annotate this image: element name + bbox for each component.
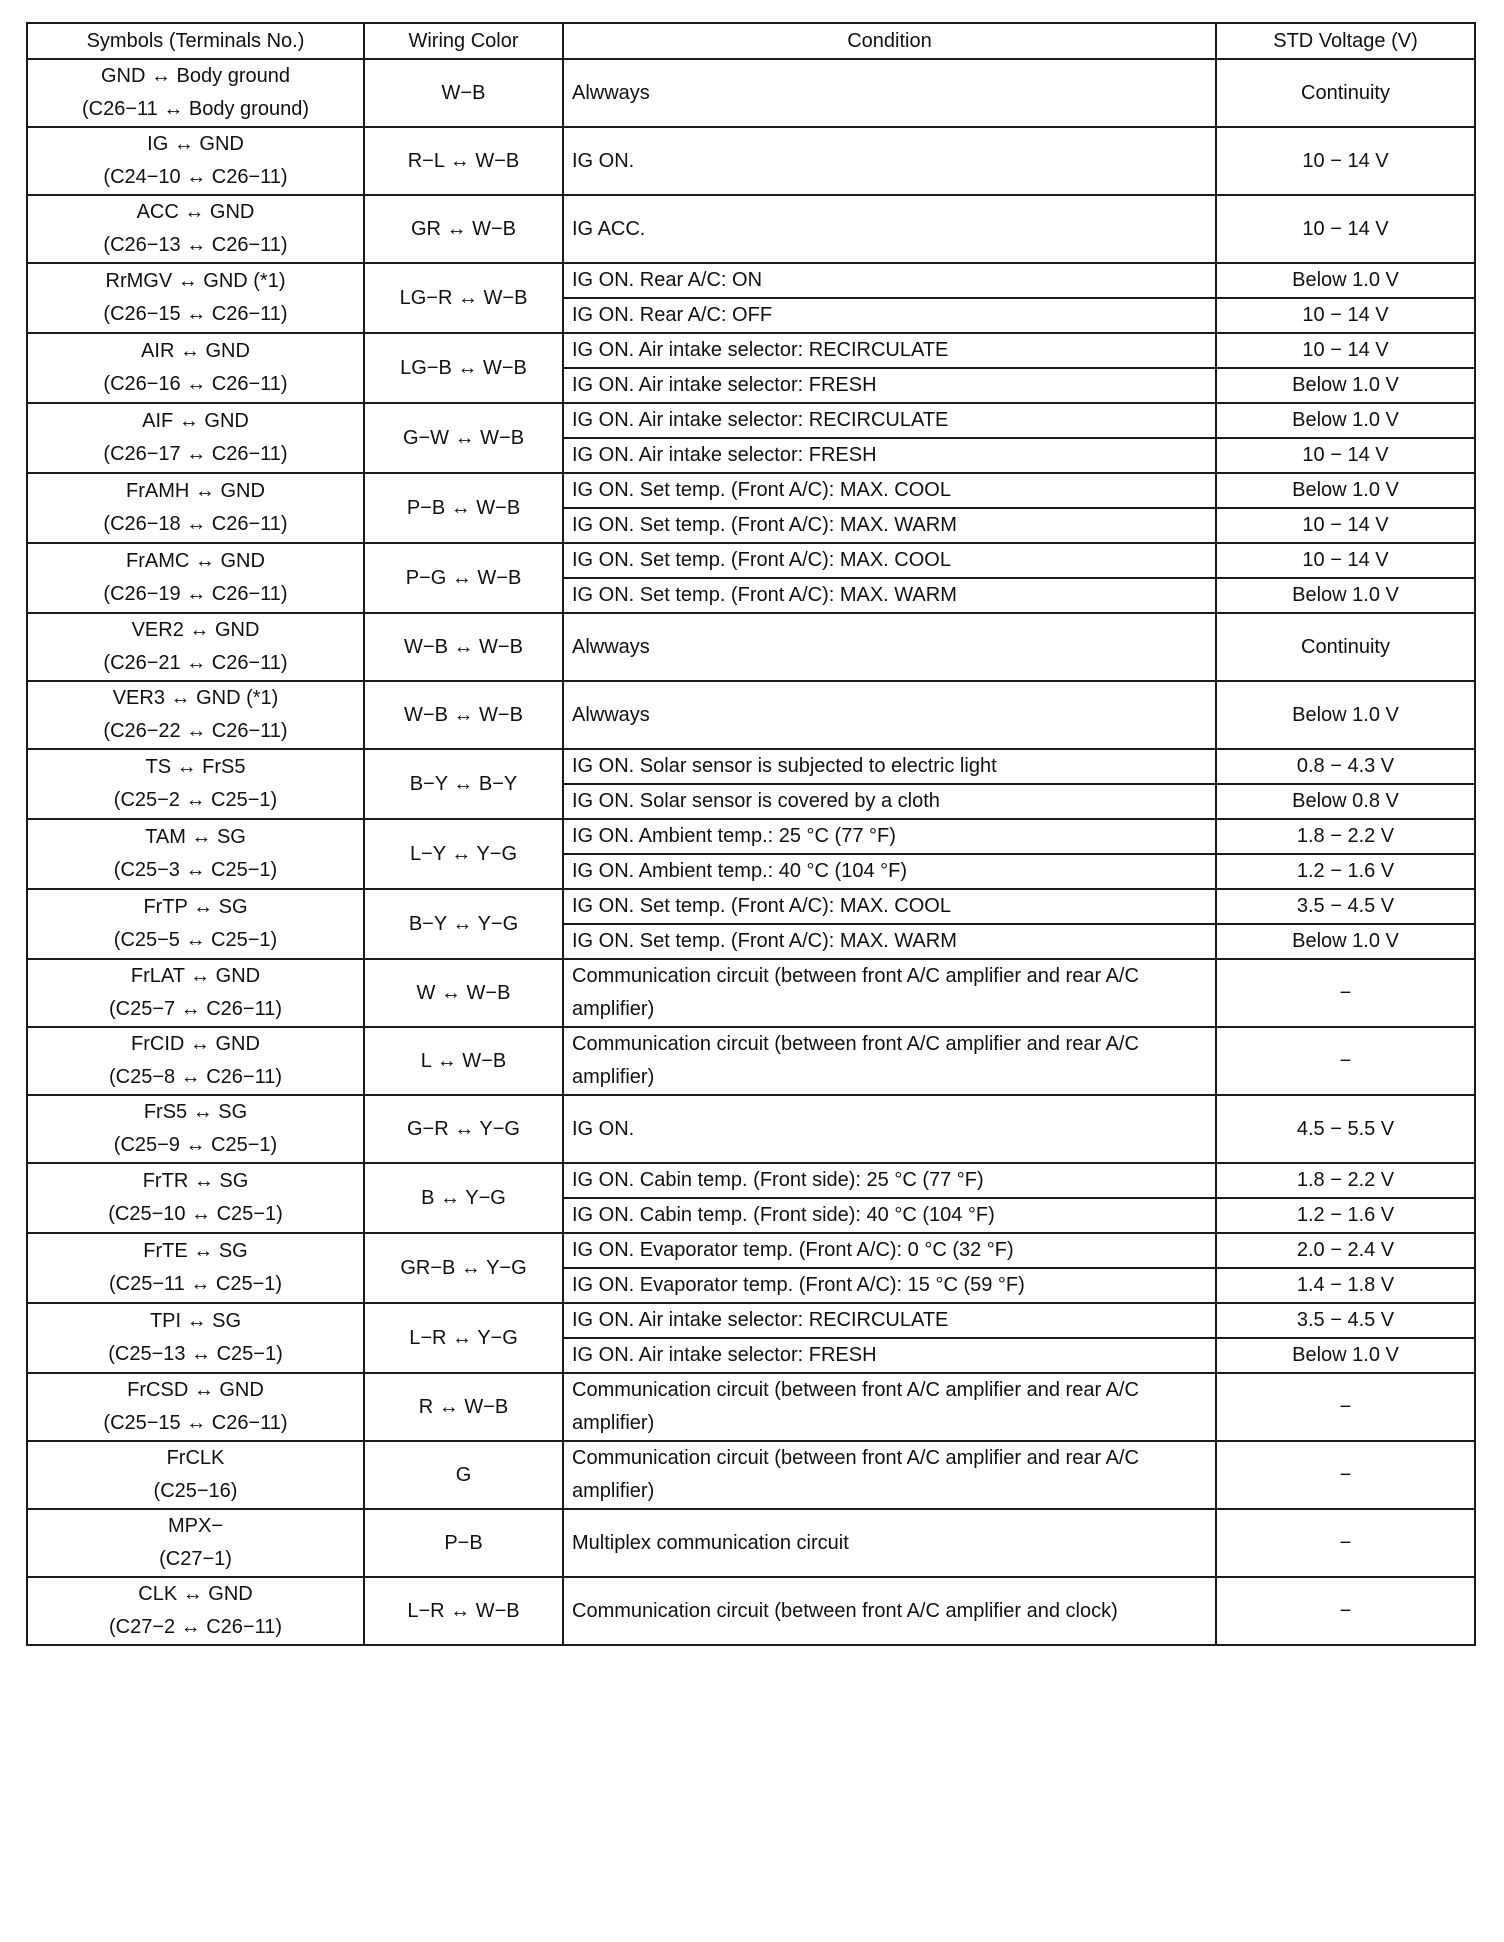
symbol-cell	[27, 127, 364, 195]
wiring-color-cell: GR−B ↔ Y−G	[364, 1233, 563, 1303]
condition-cell: IG ON. Set temp. (Front A/C): MAX. WARM	[563, 578, 1216, 613]
wiring-color-cell: GR ↔ W−B	[364, 195, 563, 263]
table-row	[27, 473, 1475, 508]
wiring-color-cell: G−W ↔ W−B	[364, 403, 563, 473]
terminal-numbers: (C25−5 ↔ C25−1)	[113, 929, 278, 951]
terminal-numbers: (C26−13 ↔ C26−11)	[103, 234, 288, 256]
symbol-cell	[27, 403, 364, 473]
table-row	[27, 1577, 1475, 1645]
terminal-numbers: (C27−2 ↔ C26−11)	[108, 1616, 283, 1638]
terminal-numbers: (C26−17 ↔ C26−11)	[103, 443, 288, 465]
condition-cell: Communication circuit (between front A/C amplifier and rear A/C amplifier)	[563, 959, 1216, 1027]
symbol-name: FrTP ↔ SG	[143, 896, 248, 918]
symbol-name: FrCSD ↔ GND	[127, 1379, 264, 1401]
condition-cell: IG ON. Set temp. (Front A/C): MAX. COOL	[563, 543, 1216, 578]
std-voltage-cell: Below 1.0 V	[1216, 368, 1475, 403]
table-row	[27, 195, 1475, 263]
table-row	[27, 1163, 1475, 1198]
wiring-color-cell: L−Y ↔ Y−G	[364, 819, 563, 889]
terminal-numbers: (C25−10 ↔ C25−1)	[108, 1203, 283, 1225]
terminal-numbers: (C25−9 ↔ C25−1)	[113, 1134, 278, 1156]
table-row	[27, 263, 1475, 298]
terminal-numbers: (C25−7 ↔ C26−11)	[108, 998, 283, 1020]
symbol-cell	[27, 1509, 364, 1577]
symbol-name: FrAMC ↔ GND	[126, 550, 265, 572]
wiring-color-cell: LG−R ↔ W−B	[364, 263, 563, 333]
std-voltage-cell: Below 1.0 V	[1216, 681, 1475, 749]
symbol-name: FrLAT ↔ GND	[130, 965, 261, 987]
std-voltage-cell: Below 1.0 V	[1216, 578, 1475, 613]
std-voltage-cell: 10 − 14 V	[1216, 195, 1475, 263]
symbol-name: FrTR ↔ SG	[142, 1170, 249, 1192]
std-voltage-cell: 1.8 − 2.2 V	[1216, 1163, 1475, 1198]
wiring-color-cell: L ↔ W−B	[364, 1027, 563, 1095]
wiring-color-cell: B−Y ↔ B−Y	[364, 749, 563, 819]
condition-cell: Alwways	[563, 613, 1216, 681]
symbol-name: TS ↔ FrS5	[145, 756, 246, 778]
std-voltage-cell: Below 0.8 V	[1216, 784, 1475, 819]
std-voltage-cell: 2.0 − 2.4 V	[1216, 1233, 1475, 1268]
header-wiring-color: Wiring Color	[364, 23, 563, 59]
wiring-color-cell: R ↔ W−B	[364, 1373, 563, 1441]
table-body	[27, 59, 1475, 1645]
condition-cell: IG ON. Evaporator temp. (Front A/C): 0 °C (32 °F)	[563, 1233, 1216, 1268]
condition-cell: IG ON.	[563, 127, 1216, 195]
condition-cell: Multiplex communication circuit	[563, 1509, 1216, 1577]
symbol-name: FrCID ↔ GND	[131, 1033, 260, 1055]
std-voltage-cell: 3.5 − 4.5 V	[1216, 1303, 1475, 1338]
condition-cell: IG ON. Air intake selector: RECIRCULATE	[563, 403, 1216, 438]
wiring-color-cell: L−R ↔ W−B	[364, 1577, 563, 1645]
symbol-name: AIF ↔ GND	[142, 410, 249, 432]
wiring-color-cell: LG−B ↔ W−B	[364, 333, 563, 403]
std-voltage-cell: 10 − 14 V	[1216, 298, 1475, 333]
symbol-cell	[27, 749, 364, 819]
condition-cell: IG ON. Cabin temp. (Front side): 40 °C (104 °F)	[563, 1198, 1216, 1233]
table-header-row	[27, 23, 1475, 59]
condition-cell: Alwways	[563, 59, 1216, 127]
symbol-name: TAM ↔ SG	[145, 826, 246, 848]
terminal-voltage-table-container	[26, 22, 1474, 1646]
wiring-color-cell: G	[364, 1441, 563, 1509]
table-row	[27, 1373, 1475, 1441]
symbol-cell	[27, 1441, 364, 1509]
std-voltage-cell: Below 1.0 V	[1216, 924, 1475, 959]
std-voltage-cell: 10 − 14 V	[1216, 333, 1475, 368]
symbol-cell	[27, 1027, 364, 1095]
condition-cell: IG ON. Air intake selector: FRESH	[563, 1338, 1216, 1373]
terminal-numbers: (C27−1)	[159, 1548, 232, 1570]
symbol-cell	[27, 613, 364, 681]
std-voltage-cell: 10 − 14 V	[1216, 508, 1475, 543]
terminal-numbers: (C26−16 ↔ C26−11)	[103, 373, 288, 395]
terminal-numbers: (C25−13 ↔ C25−1)	[108, 1343, 283, 1365]
condition-cell: IG ON. Set temp. (Front A/C): MAX. COOL	[563, 889, 1216, 924]
table-row	[27, 1027, 1475, 1095]
table-row	[27, 59, 1475, 127]
symbol-name: TPI ↔ SG	[149, 1310, 242, 1332]
std-voltage-cell: 1.2 − 1.6 V	[1216, 854, 1475, 889]
symbol-cell	[27, 59, 364, 127]
std-voltage-cell: 10 − 14 V	[1216, 543, 1475, 578]
table-row	[27, 1441, 1475, 1509]
symbol-name: VER2 ↔ GND	[131, 619, 260, 641]
condition-cell: IG ON. Ambient temp.: 25 °C (77 °F)	[563, 819, 1216, 854]
terminal-numbers: (C26−11 ↔ Body ground)	[82, 98, 309, 120]
wiring-color-cell: R−L ↔ W−B	[364, 127, 563, 195]
wiring-color-cell: W−B	[364, 59, 563, 127]
symbol-cell	[27, 333, 364, 403]
terminal-numbers: (C26−15 ↔ C26−11)	[103, 303, 288, 325]
std-voltage-cell: Below 1.0 V	[1216, 403, 1475, 438]
std-voltage-cell: 1.2 − 1.6 V	[1216, 1198, 1475, 1233]
std-voltage-cell: 1.4 − 1.8 V	[1216, 1268, 1475, 1303]
wiring-color-cell: W−B ↔ W−B	[364, 613, 563, 681]
std-voltage-cell: Continuity	[1216, 59, 1475, 127]
terminal-numbers: (C26−22 ↔ C26−11)	[103, 720, 288, 742]
condition-cell: IG ON. Set temp. (Front A/C): MAX. WARM	[563, 924, 1216, 959]
table-row	[27, 1303, 1475, 1338]
terminal-numbers: (C25−2 ↔ C25−1)	[113, 789, 278, 811]
wiring-color-cell: L−R ↔ Y−G	[364, 1303, 563, 1373]
std-voltage-cell: 4.5 − 5.5 V	[1216, 1095, 1475, 1163]
std-voltage-cell: −	[1216, 1027, 1475, 1095]
table-row	[27, 889, 1475, 924]
symbol-cell	[27, 1095, 364, 1163]
table-row	[27, 333, 1475, 368]
header-condition: Condition	[563, 23, 1216, 59]
condition-cell: IG ON.	[563, 1095, 1216, 1163]
symbol-cell	[27, 1163, 364, 1233]
symbol-name: FrCLK	[166, 1447, 225, 1469]
terminal-numbers: (C25−3 ↔ C25−1)	[113, 859, 278, 881]
symbol-cell	[27, 1233, 364, 1303]
condition-cell: IG ON. Evaporator temp. (Front A/C): 15 °C (59 °F)	[563, 1268, 1216, 1303]
table-row	[27, 1233, 1475, 1268]
std-voltage-cell: −	[1216, 1441, 1475, 1509]
wiring-color-cell: B ↔ Y−G	[364, 1163, 563, 1233]
condition-cell: IG ON. Air intake selector: FRESH	[563, 438, 1216, 473]
table-row	[27, 749, 1475, 784]
symbol-name: RrMGV ↔ GND (*1)	[105, 270, 286, 292]
condition-cell: Alwways	[563, 681, 1216, 749]
std-voltage-cell: 10 − 14 V	[1216, 127, 1475, 195]
symbol-name: ACC ↔ GND	[136, 201, 255, 223]
std-voltage-cell: 1.8 − 2.2 V	[1216, 819, 1475, 854]
symbol-cell	[27, 1577, 364, 1645]
table-row	[27, 959, 1475, 1027]
symbol-name: AIR ↔ GND	[141, 340, 250, 362]
condition-cell: IG ON. Set temp. (Front A/C): MAX. COOL	[563, 473, 1216, 508]
std-voltage-cell: 0.8 − 4.3 V	[1216, 749, 1475, 784]
std-voltage-cell: Continuity	[1216, 613, 1475, 681]
table-row	[27, 681, 1475, 749]
wiring-color-cell: P−B ↔ W−B	[364, 473, 563, 543]
std-voltage-cell: 3.5 − 4.5 V	[1216, 889, 1475, 924]
wiring-color-cell: P−B	[364, 1509, 563, 1577]
terminal-numbers: (C25−16)	[153, 1480, 238, 1502]
symbol-cell	[27, 681, 364, 749]
terminal-numbers: (C25−11 ↔ C25−1)	[108, 1273, 283, 1295]
condition-cell: IG ACC.	[563, 195, 1216, 263]
condition-cell: IG ON. Ambient temp.: 40 °C (104 °F)	[563, 854, 1216, 889]
symbol-cell	[27, 195, 364, 263]
terminal-numbers: (C26−21 ↔ C26−11)	[103, 652, 288, 674]
std-voltage-cell: 10 − 14 V	[1216, 438, 1475, 473]
symbol-name: MPX−	[167, 1515, 224, 1537]
symbol-cell	[27, 543, 364, 613]
condition-cell: Communication circuit (between front A/C amplifier and rear A/C amplifier)	[563, 1027, 1216, 1095]
condition-cell: Communication circuit (between front A/C amplifier and rear A/C amplifier)	[563, 1441, 1216, 1509]
header-symbols: Symbols (Terminals No.)	[27, 23, 364, 59]
terminal-numbers: (C25−15 ↔ C26−11)	[103, 1412, 288, 1434]
std-voltage-cell: −	[1216, 959, 1475, 1027]
symbol-cell	[27, 889, 364, 959]
table-row	[27, 819, 1475, 854]
condition-cell: Communication circuit (between front A/C amplifier and clock)	[563, 1577, 1216, 1645]
std-voltage-cell: Below 1.0 V	[1216, 473, 1475, 508]
std-voltage-cell: −	[1216, 1509, 1475, 1577]
condition-cell: IG ON. Set temp. (Front A/C): MAX. WARM	[563, 508, 1216, 543]
std-voltage-cell: Below 1.0 V	[1216, 1338, 1475, 1373]
terminal-numbers: (C24−10 ↔ C26−11)	[103, 166, 288, 188]
condition-cell: IG ON. Solar sensor is subjected to electric light	[563, 749, 1216, 784]
table-row	[27, 613, 1475, 681]
table-row	[27, 127, 1475, 195]
condition-cell: IG ON. Solar sensor is covered by a cloth	[563, 784, 1216, 819]
table-row	[27, 1095, 1475, 1163]
condition-cell: IG ON. Rear A/C: ON	[563, 263, 1216, 298]
condition-cell: IG ON. Cabin temp. (Front side): 25 °C (77 °F)	[563, 1163, 1216, 1198]
wiring-color-cell: P−G ↔ W−B	[364, 543, 563, 613]
std-voltage-cell: Below 1.0 V	[1216, 263, 1475, 298]
terminal-numbers: (C25−8 ↔ C26−11)	[108, 1066, 283, 1088]
symbol-cell	[27, 1303, 364, 1373]
symbol-cell	[27, 263, 364, 333]
terminal-voltage-table	[26, 22, 1476, 1646]
condition-cell: IG ON. Air intake selector: RECIRCULATE	[563, 333, 1216, 368]
terminal-numbers: (C26−19 ↔ C26−11)	[103, 583, 288, 605]
table-row	[27, 543, 1475, 578]
condition-cell: Communication circuit (between front A/C amplifier and rear A/C amplifier)	[563, 1373, 1216, 1441]
symbol-name: FrS5 ↔ SG	[143, 1101, 248, 1123]
symbol-cell	[27, 819, 364, 889]
wiring-color-cell: W−B ↔ W−B	[364, 681, 563, 749]
symbol-cell	[27, 473, 364, 543]
std-voltage-cell: −	[1216, 1577, 1475, 1645]
table-row	[27, 1509, 1475, 1577]
symbol-cell	[27, 1373, 364, 1441]
std-voltage-cell: −	[1216, 1373, 1475, 1441]
condition-cell: IG ON. Air intake selector: FRESH	[563, 368, 1216, 403]
table-row	[27, 403, 1475, 438]
wiring-color-cell: G−R ↔ Y−G	[364, 1095, 563, 1163]
symbol-cell	[27, 959, 364, 1027]
terminal-numbers: (C26−18 ↔ C26−11)	[103, 513, 288, 535]
symbol-name: VER3 ↔ GND (*1)	[112, 687, 279, 709]
wiring-color-cell: B−Y ↔ Y−G	[364, 889, 563, 959]
symbol-name: CLK ↔ GND	[138, 1583, 253, 1605]
symbol-name: FrTE ↔ SG	[143, 1240, 248, 1262]
symbol-name: IG ↔ GND	[147, 133, 244, 155]
condition-cell: IG ON. Air intake selector: RECIRCULATE	[563, 1303, 1216, 1338]
condition-cell: IG ON. Rear A/C: OFF	[563, 298, 1216, 333]
wiring-color-cell: W ↔ W−B	[364, 959, 563, 1027]
symbol-name: FrAMH ↔ GND	[126, 480, 265, 502]
header-std-voltage: STD Voltage (V)	[1216, 23, 1475, 59]
symbol-name: GND ↔ Body ground	[101, 65, 290, 87]
